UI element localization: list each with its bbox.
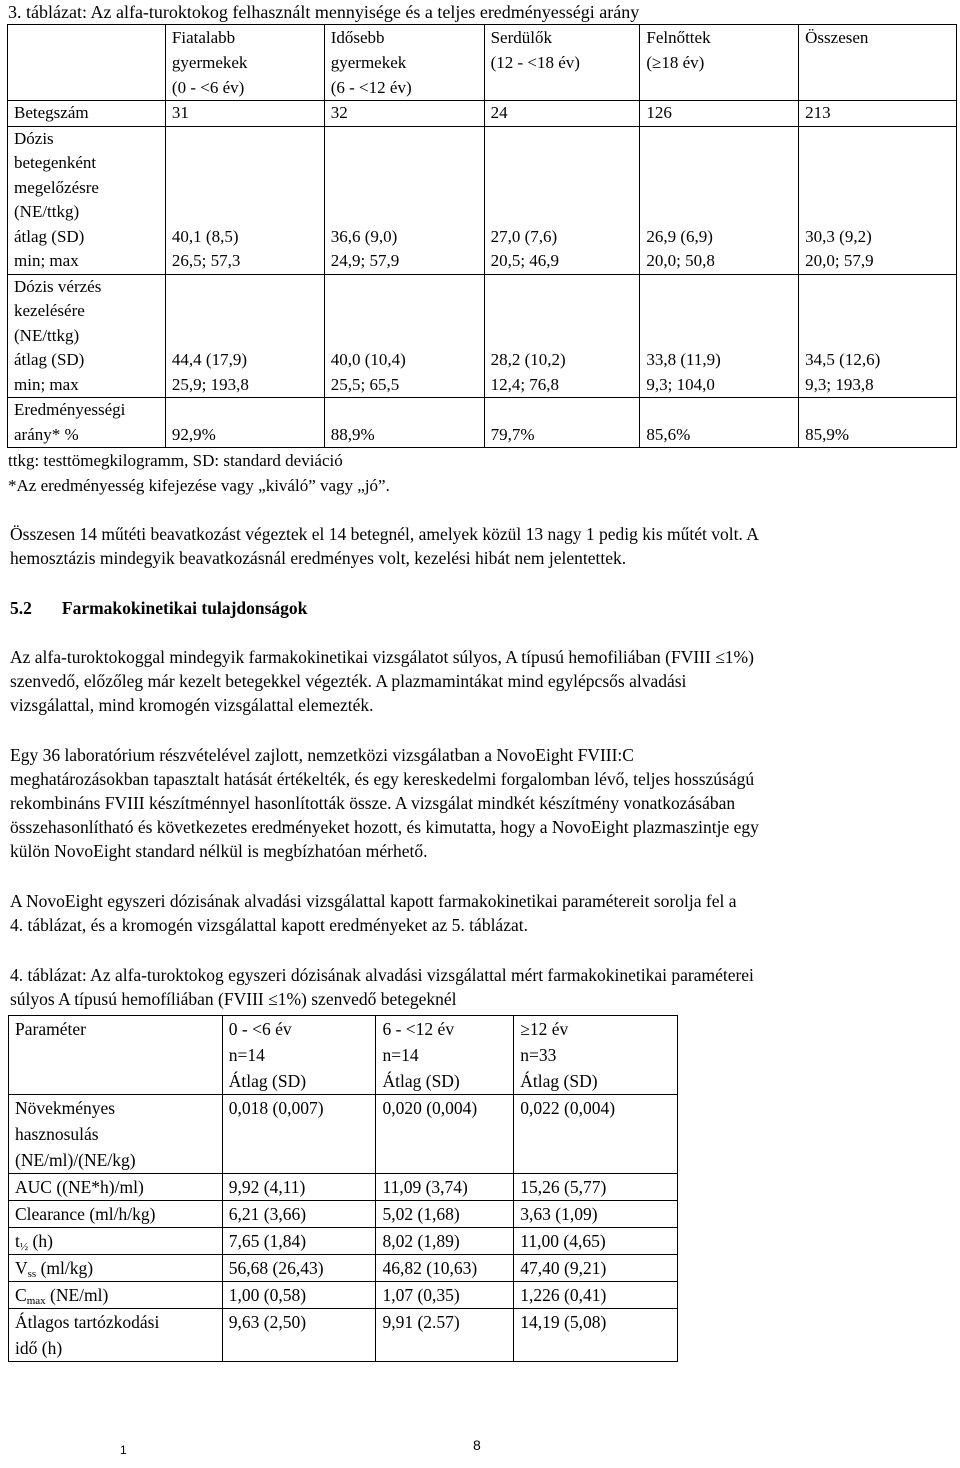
table4-header-group: 0 - <6 év [222,1016,376,1043]
cell: 27,0 (7,6) 20,5; 46,9 [484,126,640,274]
cell: 31 [165,101,324,127]
cell: 26,9 (6,9) 20,0; 50,8 [640,126,799,274]
table3 [7,24,957,448]
cell: 213 [799,101,957,127]
table4-header-n: n=33 [514,1042,678,1068]
cell: 9,92 (4,11) [222,1174,376,1201]
cell: 0,022 (0,004) [514,1095,678,1174]
table4-header-empty [9,1068,223,1095]
cell: 126 [640,101,799,127]
cell: 14,19 (5,08) [514,1309,678,1362]
row-label: Eredményességi arány* % [8,398,166,448]
table3-footnote-2: *Az eredményesség kifejezése vagy „kiváló” vagy „jó”. [8,476,390,495]
table3-header-row [8,25,957,101]
section-title: Farmakokinetikai tulajdonságok [61,598,308,618]
table-row [9,1282,678,1309]
row-label: Dózis betegenként megelőzésre (NE/ttkg) átlag (SD) min; max [8,126,166,274]
cell: 88,9% [324,398,484,448]
table-row [8,126,957,274]
row-label: Növekményes hasznosulás (NE/ml)/(NE/kg) [9,1095,223,1174]
cell: 32 [324,101,484,127]
table4-header-stat: Átlag (SD) [222,1068,376,1095]
cell: 56,68 (26,43) [222,1255,376,1282]
cell: 0,020 (0,004) [376,1095,514,1174]
cell: 36,6 (9,0) 24,9; 57,9 [324,126,484,274]
row-label: Dózis vérzés kezelésére (NE/ttkg) átlag (SD) min; max [8,274,166,398]
table4-header-group: ≥12 év [514,1016,678,1043]
table-row [8,398,957,448]
table3-header-col2: Idősebb gyermekek (6 - <12 év) [324,25,484,101]
cell: 40,0 (10,4) 25,5; 65,5 [324,274,484,398]
cell: 11,00 (4,65) [514,1228,678,1255]
table4-header-stat: Átlag (SD) [376,1068,514,1095]
table3-header-col4: Felnőttek (≥18 év) [640,25,799,101]
row-label: $V_{ss}$ (ml/kg) [9,1255,223,1282]
table4-header-row-2 [9,1042,678,1068]
cell: 11,09 (3,74) [376,1174,514,1201]
table-row [9,1255,678,1282]
cell: 44,4 (17,9) 25,9; 193,8 [165,274,324,398]
table3-header-col3: Serdülők (12 - <18 év) [484,25,640,101]
paragraph-table-ref: A NovoEight egyszeri dózisának alvadási vizsgálattal kapott farmakokinetikai paramétereit sorolja fel a 4. táblázat, és a kromogén vizsgálattal kapott eredményeket az 5. táblázat. [10,891,737,935]
cell: 1,226 (0,41) [514,1282,678,1309]
cell: 7,65 (1,84) [222,1228,376,1255]
paragraph-lab-study: Egy 36 laboratórium részvételével zajlott, nemzetközi vizsgálatban a NovoEight FVIII:C meghatározásokban tapasztalt hatását értékelték, és egy kereskedelmi forgalomban lévő, teljes hosszúságú rekombináns FVIII készítménnyel hasonlították össze. A vizsgálat mindkét készítmény vonatkozásában összehasonlítható és következetes eredményeket hozott, és kimutatta, hogy a NovoEight plazmaszintje egy külön NovoEight standard nélkül is megbízhatóan mérhető. [10,745,759,861]
cell: 5,02 (1,68) [376,1201,514,1228]
cell: 0,018 (0,007) [222,1095,376,1174]
cell: 85,6% [640,398,799,448]
row-label: Clearance (ml/h/kg) [9,1201,223,1228]
cell: 15,26 (5,77) [514,1174,678,1201]
cell: 9,91 (2.57) [376,1309,514,1362]
section-number: 5.2 [10,598,32,618]
cell: 46,82 (10,63) [376,1255,514,1282]
table4-header-stat: Átlag (SD) [514,1068,678,1095]
table3-header-col1: Fiatalabb gyermekek (0 - <6 év) [165,25,324,101]
table3-header-col5: Összesen [799,25,957,101]
table-row [9,1309,678,1362]
cell: 85,9% [799,398,957,448]
cell: 1,00 (0,58) [222,1282,376,1309]
page-number: 8 [473,1437,481,1453]
table-row [9,1174,678,1201]
table3-footnote-1: ttkg: testtömegkilogramm, SD: standard deviáció [8,451,343,470]
table4-header-n: n=14 [376,1042,514,1068]
cell: 3,63 (1,09) [514,1201,678,1228]
table3-caption: 3. táblázat: Az alfa-turoktokog felhasznált mennyisége és a teljes eredményességi arány [8,2,640,22]
row-label: Betegszám [8,101,166,127]
table4-caption: 4. táblázat: Az alfa-turoktokog egyszeri dózisának alvadási vizsgálattal mért farmakokinetikai paraméterei súlyos A típusú hemofíliában (FVIII ≤1%) szenvedő betegeknél [10,965,754,1009]
row-label: $t_{\frac{1}{2}}$ (h) [9,1228,223,1255]
cell: 1,07 (0,35) [376,1282,514,1309]
table-row [8,101,957,127]
table4-header-n: n=14 [222,1042,376,1068]
table-row [9,1228,678,1255]
cell: 28,2 (10,2) 12,4; 76,8 [484,274,640,398]
row-label: AUC ((NE*h)/ml) [9,1174,223,1201]
cell: 47,40 (9,21) [514,1255,678,1282]
table4-header-row-1 [9,1016,678,1043]
row-label: Átlagos tartózkodási idő (h) [9,1309,223,1362]
table-row [8,274,957,398]
footnote-mark: 1 [120,1443,127,1457]
table3-header-empty [8,25,166,101]
table4-header-empty [9,1042,223,1068]
cell: 40,1 (8,5) 26,5; 57,3 [165,126,324,274]
section-heading [10,596,307,620]
paragraph-surgery: Összesen 14 műtéti beavatkozást végeztek el 14 betegnél, amelyek közül 13 nagy 1 pedig kis műtét volt. A hemosztázis mindegyik beavatkozásnál eredményes volt, kezelési hibát nem jelentettek. [10,524,759,568]
cell: 34,5 (12,6) 9,3; 193,8 [799,274,957,398]
row-label: $C_{max}$ (NE/ml) [9,1282,223,1309]
cell: 79,7% [484,398,640,448]
table4-header-param: Paraméter [9,1016,223,1043]
cell: 24 [484,101,640,127]
table4-header-row-3 [9,1068,678,1095]
table4-header-group: 6 - <12 év [376,1016,514,1043]
cell: 33,8 (11,9) 9,3; 104,0 [640,274,799,398]
cell: 92,9% [165,398,324,448]
paragraph-pk-intro: Az alfa-turoktokoggal mindegyik farmakokinetikai vizsgálatot súlyos, A típusú hemofiliában (FVIII ≤1%) szenvedő, előzőleg már kezelt betegekkel végezték. A plazmamintákat mind egylépcsős alvadási vizsgálattal, mind kromogén vizsgálattal elemezték. [10,647,754,715]
cell: 6,21 (3,66) [222,1201,376,1228]
table4 [8,1015,678,1362]
cell: 30,3 (9,2) 20,0; 57,9 [799,126,957,274]
cell: 9,63 (2,50) [222,1309,376,1362]
table-row [9,1201,678,1228]
cell: 8,02 (1,89) [376,1228,514,1255]
table-row [9,1095,678,1174]
